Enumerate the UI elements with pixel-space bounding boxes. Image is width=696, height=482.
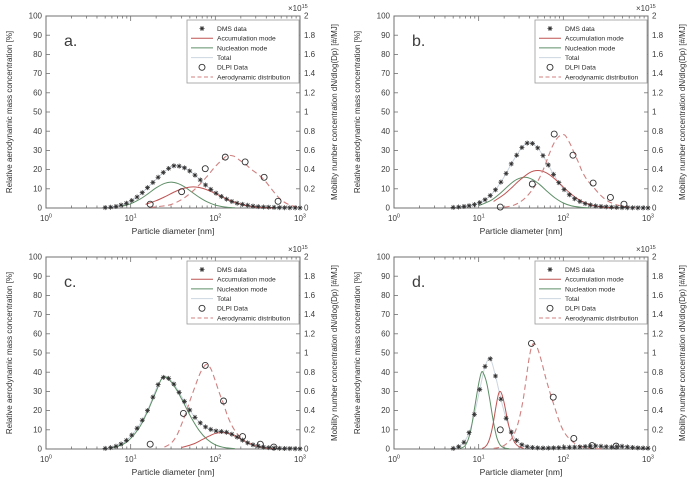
svg-text:1.8: 1.8 — [304, 30, 316, 40]
svg-text:0.6: 0.6 — [304, 387, 316, 396]
subplot-letter: c. — [64, 274, 77, 291]
svg-text:90: 90 — [33, 30, 42, 40]
legend — [187, 261, 299, 324]
legend-swatch-dms — [200, 26, 205, 31]
y-axis-left-tick-labels — [377, 12, 391, 213]
svg-text:90: 90 — [381, 271, 390, 281]
svg-text:0: 0 — [37, 444, 42, 454]
svg-text:60: 60 — [33, 88, 42, 98]
svg-text:101: $10^1$ — [124, 454, 137, 464]
nucleation-mode-line — [112, 376, 235, 448]
x-axis-label: Particle diameter [nm] — [131, 467, 215, 477]
subplot-letter: b. — [412, 33, 426, 50]
dlpi-data-markers — [147, 154, 281, 207]
svg-text:30: 30 — [33, 387, 42, 396]
svg-text:100: $10^0$ — [388, 213, 400, 223]
svg-text:100: $10^0$ — [40, 454, 52, 464]
legend-label: Nucleation mode — [565, 45, 616, 53]
legend-swatch-dms — [548, 26, 553, 31]
svg-text:1.6: 1.6 — [652, 291, 664, 300]
svg-text:0.6: 0.6 — [652, 387, 664, 396]
svg-text:101: $10^1$ — [124, 213, 137, 223]
right-axis-scale-label: $\times 10^{15}$ — [288, 4, 308, 13]
svg-text:70: 70 — [381, 69, 390, 79]
svg-text:0.8: 0.8 — [304, 126, 316, 136]
dms-data-markers — [451, 356, 651, 451]
svg-text:2: 2 — [652, 11, 657, 21]
svg-text:0.6: 0.6 — [652, 146, 664, 155]
svg-text:102: $10^2$ — [557, 454, 570, 464]
svg-text:20: 20 — [381, 165, 390, 175]
svg-text:102: $10^2$ — [209, 454, 222, 464]
legend — [187, 20, 299, 83]
svg-text:1: 1 — [652, 107, 657, 117]
svg-text:0.2: 0.2 — [652, 184, 664, 194]
dlpi-data-markers — [147, 362, 277, 450]
svg-text:80: 80 — [381, 291, 390, 300]
svg-text:0: 0 — [652, 444, 657, 454]
svg-text:0.8: 0.8 — [304, 367, 316, 377]
svg-text:1.2: 1.2 — [652, 88, 664, 98]
y-axis-left-label: Relative aerodynamic mass concentration [%] — [5, 30, 14, 194]
svg-text:80: 80 — [33, 291, 42, 300]
svg-text:10: 10 — [381, 425, 390, 435]
legend-label: Total — [217, 296, 232, 303]
svg-text:70: 70 — [33, 310, 42, 320]
legend-label: Accumulation mode — [565, 35, 624, 43]
svg-text:2: 2 — [304, 11, 309, 21]
svg-text:0: 0 — [385, 444, 390, 454]
svg-text:20: 20 — [381, 406, 390, 416]
legend-label: Total — [565, 55, 580, 62]
svg-text:60: 60 — [381, 88, 390, 98]
svg-text:50: 50 — [33, 107, 42, 117]
svg-text:40: 40 — [381, 367, 390, 377]
svg-text:20: 20 — [33, 165, 42, 175]
svg-text:0.4: 0.4 — [304, 165, 316, 175]
aerodynamic-distribution-line — [164, 365, 278, 449]
svg-text:100: 100 — [28, 252, 42, 262]
svg-text:100: 100 — [28, 11, 42, 21]
svg-text:1.2: 1.2 — [652, 329, 664, 339]
svg-text:10: 10 — [33, 425, 42, 435]
svg-text:1: 1 — [304, 348, 309, 358]
svg-text:100: 100 — [376, 11, 390, 21]
y-axis-right-tick-labels — [652, 12, 664, 213]
legend-label: DMS data — [217, 266, 247, 274]
subplot-letter: a. — [64, 33, 78, 50]
legend-label: Accumulation mode — [217, 35, 276, 43]
svg-text:1.2: 1.2 — [304, 329, 316, 339]
legend-swatch-dms — [200, 267, 205, 272]
svg-text:1.2: 1.2 — [304, 88, 316, 98]
right-axis-scale-label: $\times 10^{15}$ — [636, 4, 656, 13]
y-axis-left-label: Relative aerodynamic mass concentration [%] — [5, 271, 14, 435]
svg-text:1.8: 1.8 — [652, 271, 664, 281]
svg-text:0.6: 0.6 — [304, 146, 316, 155]
svg-text:1.6: 1.6 — [304, 50, 316, 59]
svg-text:100: 100 — [376, 252, 390, 262]
legend-label: Total — [217, 55, 232, 62]
svg-text:0.4: 0.4 — [652, 406, 664, 416]
svg-text:10: 10 — [33, 184, 42, 194]
svg-text:60: 60 — [33, 329, 42, 339]
legend-label: Aerodynamic distribution — [565, 315, 639, 323]
chart-b — [348, 0, 696, 241]
x-axis-label: Particle diameter [nm] — [479, 467, 563, 477]
svg-text:90: 90 — [381, 30, 390, 40]
legend-label: Nucleation mode — [217, 286, 268, 294]
x-axis-tick-labels — [40, 214, 306, 224]
legend-label: DLPI Data — [217, 305, 248, 313]
svg-text:80: 80 — [381, 50, 390, 59]
x-axis-label: Particle diameter [nm] — [479, 226, 563, 236]
legend-label: Nucleation mode — [565, 286, 616, 294]
x-axis-tick-labels — [40, 455, 306, 465]
legend — [535, 261, 647, 324]
svg-text:20: 20 — [33, 406, 42, 416]
svg-text:0.8: 0.8 — [652, 367, 664, 377]
y-axis-left-tick-labels — [29, 12, 43, 213]
y-axis-right-label: Mobility number concentration dN/dlog(Dp) [#/MJ] — [678, 264, 687, 442]
svg-text:90: 90 — [33, 271, 42, 281]
subplot-d — [348, 241, 696, 482]
y-axis-left-tick-labels — [377, 253, 391, 454]
svg-text:1.6: 1.6 — [304, 291, 316, 300]
svg-text:1.4: 1.4 — [304, 69, 316, 79]
svg-text:1.8: 1.8 — [304, 271, 316, 281]
subplot-letter: d. — [412, 274, 426, 291]
legend-label: DLPI Data — [217, 64, 248, 72]
y-axis-right-tick-labels — [652, 253, 664, 454]
svg-text:80: 80 — [33, 50, 42, 59]
legend-label: DMS data — [565, 25, 595, 33]
svg-text:0: 0 — [304, 444, 309, 454]
x-axis-tick-labels — [388, 455, 654, 465]
svg-text:101: $10^1$ — [472, 454, 485, 464]
x-axis-label: Particle diameter [nm] — [131, 226, 215, 236]
svg-text:103: $10^3$ — [642, 213, 654, 223]
svg-text:1.6: 1.6 — [652, 50, 664, 59]
svg-text:1.4: 1.4 — [652, 69, 664, 79]
chart-a — [0, 0, 348, 241]
svg-text:100: $10^0$ — [388, 454, 400, 464]
legend-label: Total — [565, 296, 580, 303]
svg-text:103: $10^3$ — [294, 213, 306, 223]
svg-text:1.4: 1.4 — [652, 310, 664, 320]
svg-text:10: 10 — [381, 184, 390, 194]
svg-text:1: 1 — [652, 348, 657, 358]
svg-text:0: 0 — [385, 203, 390, 213]
y-axis-left-label: Relative aerodynamic mass concentration [%] — [353, 271, 362, 435]
chart-d — [348, 241, 696, 482]
svg-text:102: $10^2$ — [209, 213, 222, 223]
svg-text:60: 60 — [381, 329, 390, 339]
svg-text:30: 30 — [381, 387, 390, 396]
y-axis-right-label: Mobility number concentration dN/dlog(Dp) [#/MJ] — [330, 23, 339, 201]
svg-text:1.4: 1.4 — [304, 310, 316, 320]
total-line — [105, 377, 300, 449]
svg-text:50: 50 — [381, 348, 390, 358]
svg-text:0: 0 — [37, 203, 42, 213]
svg-text:30: 30 — [33, 146, 42, 155]
svg-text:2: 2 — [304, 252, 309, 262]
legend-swatch-dms — [548, 267, 553, 272]
legend — [535, 20, 647, 83]
y-axis-right-label: Mobility number concentration dN/dlog(Dp) [#/MJ] — [330, 264, 339, 442]
svg-text:50: 50 — [33, 348, 42, 358]
svg-text:101: $10^1$ — [472, 213, 485, 223]
legend-label: Accumulation mode — [217, 276, 276, 284]
svg-text:100: $10^0$ — [40, 213, 52, 223]
legend-label: Accumulation mode — [565, 276, 624, 284]
legend-label: Nucleation mode — [217, 45, 268, 53]
y-axis-left-tick-labels — [29, 253, 43, 454]
subplot-a — [0, 0, 348, 241]
legend-label: DLPI Data — [565, 64, 596, 72]
legend-label: Aerodynamic distribution — [565, 74, 639, 82]
svg-text:0: 0 — [652, 203, 657, 213]
accumulation-mode-line — [494, 171, 615, 208]
svg-text:70: 70 — [33, 69, 42, 79]
svg-text:1: 1 — [304, 107, 309, 117]
svg-text:30: 30 — [381, 146, 390, 155]
total-line — [105, 166, 300, 208]
svg-text:50: 50 — [381, 107, 390, 117]
right-axis-scale-label: $\times 10^{15}$ — [288, 245, 308, 254]
dlpi-data-markers — [497, 131, 627, 210]
svg-text:40: 40 — [33, 126, 42, 136]
legend-label: DMS data — [565, 266, 595, 274]
svg-text:70: 70 — [381, 310, 390, 320]
y-axis-left-label: Relative aerodynamic mass concentration [%] — [353, 30, 362, 194]
right-axis-scale-label: $\times 10^{15}$ — [636, 245, 656, 254]
svg-text:103: $10^3$ — [294, 454, 306, 464]
subplot-c — [0, 241, 348, 482]
x-axis-tick-labels — [388, 214, 654, 224]
aerodynamic-distribution-line — [150, 155, 300, 207]
y-axis-right-label: Mobility number concentration dN/dlog(Dp) [#/MJ] — [678, 23, 687, 201]
legend-label: DMS data — [217, 25, 247, 33]
legend-label: Aerodynamic distribution — [217, 315, 291, 323]
svg-text:0.4: 0.4 — [304, 406, 316, 416]
svg-text:40: 40 — [381, 126, 390, 136]
svg-text:0.4: 0.4 — [652, 165, 664, 175]
legend-label: Aerodynamic distribution — [217, 74, 291, 82]
y-axis-right-tick-labels — [304, 12, 316, 213]
legend-label: DLPI Data — [565, 305, 596, 313]
svg-text:102: $10^2$ — [557, 213, 570, 223]
svg-text:0: 0 — [304, 203, 309, 213]
svg-text:0.2: 0.2 — [652, 425, 664, 435]
svg-text:0.2: 0.2 — [304, 425, 316, 435]
svg-text:40: 40 — [33, 367, 42, 377]
svg-text:2: 2 — [652, 252, 657, 262]
subplot-b — [348, 0, 696, 241]
y-axis-right-tick-labels — [304, 253, 316, 454]
svg-text:103: $10^3$ — [642, 454, 654, 464]
dlpi-data-markers — [497, 340, 619, 449]
svg-text:1.8: 1.8 — [652, 30, 664, 40]
chart-c — [0, 241, 348, 482]
svg-text:0.8: 0.8 — [652, 126, 664, 136]
svg-text:0.2: 0.2 — [304, 184, 316, 194]
